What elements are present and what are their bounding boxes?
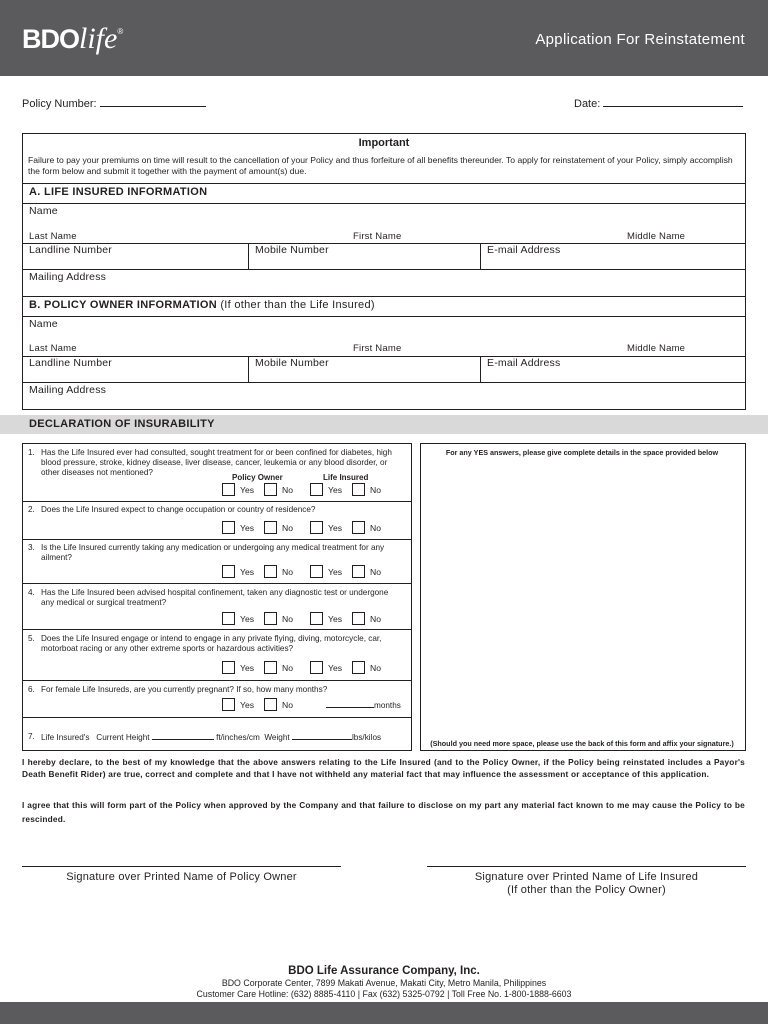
divider: [248, 243, 249, 270]
policy-owner-email-label[interactable]: E-mail Address: [487, 357, 561, 369]
header-bar: [0, 0, 768, 76]
question-text: Is the Life Insured currently taking any medication or undergoing any medical treatment for any ailment?: [41, 543, 385, 562]
date-blank[interactable]: [603, 97, 743, 107]
question-text: Does the Life Insured engage or intend to engage in any private flying, diving, motorcycle, car, motorboat racing or any other extreme sports or hazardous activities?: [41, 634, 382, 653]
q4-life-insured-yes-checkbox[interactable]: [310, 612, 323, 625]
policy-owner-landline-label[interactable]: Landline Number: [29, 357, 112, 369]
checkbox-label: Yes: [240, 614, 255, 624]
divider: [22, 316, 746, 317]
question-number: 6.: [28, 685, 35, 694]
divider: [480, 243, 481, 270]
checkbox-label: Yes: [240, 700, 255, 710]
q5-life-insured-no-checkbox[interactable]: [352, 661, 365, 674]
q3-life-insured-no-checkbox[interactable]: [352, 565, 365, 578]
policy-owner-middle-name-label: Middle Name: [627, 343, 686, 354]
date-field[interactable]: [574, 97, 743, 110]
checkbox-label: No: [282, 700, 293, 710]
question-text: Has the Life Insured ever had consulted, sought treatment for or been confined for diabetes, high blood pressure, stroke, kidney disease, liver disease, cancer, leukemia or any blood disorder, or other diseases not mentioned?: [41, 448, 392, 477]
checkbox-label: Yes: [328, 523, 343, 533]
q2-life-insured-yes-checkbox[interactable]: [310, 521, 323, 534]
question-5: [30, 634, 402, 654]
section-b-title: [29, 299, 375, 311]
divider: [22, 680, 412, 681]
question-2: [30, 505, 402, 515]
life-insured-prefix: Life Insured's: [41, 733, 90, 742]
policy-owner-mailing-address-label[interactable]: Mailing Address: [29, 384, 107, 396]
logo-registered-mark: ®: [117, 27, 123, 36]
life-insured-email-label[interactable]: E-mail Address: [487, 244, 561, 256]
declaration-statement-2: I agree that this will form part of the Policy when approved by the Company and that failure to disclose on my part any material fact known to me may cause the Policy to be rescinded.: [22, 800, 745, 824]
q1-life-insured-yes-checkbox[interactable]: [310, 483, 323, 496]
divider: [22, 269, 746, 270]
question-3: [30, 543, 402, 563]
q6-policy-owner-yes-checkbox[interactable]: [222, 698, 235, 711]
section-a-title: A. LIFE INSURED INFORMATION: [29, 186, 208, 198]
months-label: months: [374, 701, 401, 710]
checkbox-label: Yes: [328, 663, 343, 673]
checkbox-label: Yes: [240, 523, 255, 533]
q5-policy-owner-no-checkbox[interactable]: [264, 661, 277, 674]
footer-bar: [0, 1002, 768, 1024]
height-label: Current Height: [96, 733, 150, 742]
section-b-subtitle: (If other than the Life Insured): [220, 299, 375, 311]
declaration-title: DECLARATION OF INSURABILITY: [29, 418, 215, 430]
important-notice-box: [22, 133, 746, 184]
question-6: [30, 685, 402, 695]
life-insured-signature-note: (If other than the Policy Owner): [507, 884, 666, 896]
q1-policy-owner-yes-checkbox[interactable]: [222, 483, 235, 496]
bdo-life-logo: [22, 22, 122, 56]
divider: [22, 629, 412, 630]
footer-address: BDO Corporate Center, 7899 Makati Avenue, Makati City, Metro Manila, Philippines: [221, 978, 547, 988]
more-space-note: (Should you need more space, please use the back of this form and affix your signature.): [430, 739, 734, 748]
q3-life-insured-yes-checkbox[interactable]: [310, 565, 323, 578]
checkbox-label: No: [282, 567, 293, 577]
life-insured-name-label: Name: [29, 205, 58, 217]
details-box[interactable]: [420, 443, 746, 751]
q6-policy-owner-no-checkbox[interactable]: [264, 698, 277, 711]
question-number: 7.: [28, 732, 35, 741]
q5-policy-owner-yes-checkbox[interactable]: [222, 661, 235, 674]
months-field[interactable]: [326, 700, 401, 710]
months-blank[interactable]: [326, 700, 374, 708]
life-insured-mobile-label[interactable]: Mobile Number: [255, 244, 329, 256]
life-insured-signature-line[interactable]: [427, 866, 746, 867]
divider: [22, 382, 746, 383]
policy-owner-mobile-label[interactable]: Mobile Number: [255, 357, 329, 369]
policy-number-blank[interactable]: [100, 97, 206, 107]
checkbox-label: No: [370, 614, 381, 624]
important-title: Important: [358, 137, 410, 149]
section-b-title-text: B. POLICY OWNER INFORMATION: [29, 299, 217, 311]
divider: [248, 356, 249, 383]
life-insured-signature-label: Signature over Printed Name of Life Insured: [474, 871, 699, 883]
footer-contact: Customer Care Hotline: (632) 8885-4110 | Fax (632) 5325-0792 | Toll Free No. 1-800-1888-6603: [196, 989, 572, 999]
weight-blank[interactable]: [292, 732, 352, 740]
logo-bdo-text: BDO: [22, 24, 79, 54]
policy-owner-name-label: Name: [29, 318, 58, 330]
policy-owner-signature-line[interactable]: [22, 866, 341, 867]
yes-answers-note: For any YES answers, please give complete details in the space provided below: [445, 448, 719, 457]
q2-policy-owner-yes-checkbox[interactable]: [222, 521, 235, 534]
divider: [22, 717, 412, 718]
logo-life-text: life: [79, 22, 118, 55]
question-number: 4.: [28, 588, 35, 597]
declaration-statement-1: I hereby declare, to the best of my knowledge that the above answers relating to the Life Insured (and to the Policy Owner, if the Policy being reinstated includes a Payor's Death Benefit Rider) are true, correct and complete and that I have not withheld any material fact that may influence the assessment or acceptance of this application.: [22, 757, 745, 779]
checkbox-label: No: [370, 663, 381, 673]
divider: [22, 243, 746, 244]
height-weight-line: [30, 732, 410, 743]
divider: [22, 296, 746, 297]
divider: [22, 539, 412, 540]
weight-units: lbs/kilos: [351, 733, 382, 742]
divider: [480, 356, 481, 383]
q2-policy-owner-no-checkbox[interactable]: [264, 521, 277, 534]
checkbox-label: Yes: [328, 614, 343, 624]
policy-number-field[interactable]: [22, 97, 206, 110]
policy-owner-first-name-label: First Name: [353, 343, 402, 354]
checkbox-label: Yes: [240, 663, 255, 673]
q3-policy-owner-no-checkbox[interactable]: [264, 565, 277, 578]
q1-policy-owner-no-checkbox[interactable]: [264, 483, 277, 496]
checkbox-label: Yes: [328, 485, 343, 495]
checkbox-label: No: [282, 523, 293, 533]
checkbox-label: Yes: [240, 485, 255, 495]
checkbox-label: Yes: [240, 567, 255, 577]
form-title: Application For Reinstatement: [535, 31, 745, 48]
height-units: ft/inches/cm: [216, 733, 260, 742]
life-insured-column-label: Life Insured: [323, 473, 369, 482]
checkbox-label: No: [370, 485, 381, 495]
life-insured-last-name-label: Last Name: [29, 231, 77, 242]
question-number: 5.: [28, 634, 35, 643]
policy-owner-last-name-label: Last Name: [29, 343, 77, 354]
checkbox-label: No: [282, 485, 293, 495]
checkbox-label: Yes: [328, 567, 343, 577]
question-text: Has the Life Insured been advised hospital confinement, taken any diagnostic test or undergone any medical or surgical treatment?: [41, 588, 389, 607]
question-number: 2.: [28, 505, 35, 514]
policy-owner-signature-label: Signature over Printed Name of Policy Owner: [66, 871, 297, 883]
weight-label: Weight: [264, 733, 290, 742]
question-text: Does the Life Insured expect to change occupation or country of residence?: [41, 505, 316, 514]
q4-life-insured-no-checkbox[interactable]: [352, 612, 365, 625]
checkbox-label: No: [370, 567, 381, 577]
life-insured-landline-label[interactable]: Landline Number: [29, 244, 112, 256]
q3-policy-owner-yes-checkbox[interactable]: [222, 565, 235, 578]
divider: [22, 501, 412, 502]
question-7: [30, 732, 410, 743]
divider: [22, 583, 412, 584]
life-insured-middle-name-label: Middle Name: [627, 231, 686, 242]
life-insured-mailing-address-label[interactable]: Mailing Address: [29, 271, 107, 283]
important-text: Failure to pay your premiums on time will result to the cancellation of your Policy and thus forfeiture of all benefits thereunder. To apply for reinstatement of your Policy, simply accomplish the form below and submit it together with the payment of amount(s) due.: [28, 155, 733, 176]
q1-life-insured-no-checkbox[interactable]: [352, 483, 365, 496]
life-insured-first-name-label: First Name: [353, 231, 402, 242]
question-number: 1.: [28, 448, 35, 457]
question-4: [30, 588, 402, 608]
date-label: Date:: [574, 98, 601, 110]
footer-company-name: BDO Life Assurance Company, Inc.: [288, 965, 480, 977]
checkbox-label: No: [282, 663, 293, 673]
divider: [22, 203, 746, 204]
divider: [22, 356, 746, 357]
q4-policy-owner-no-checkbox[interactable]: [264, 612, 277, 625]
q2-life-insured-no-checkbox[interactable]: [352, 521, 365, 534]
question-number: 3.: [28, 543, 35, 552]
q5-life-insured-yes-checkbox[interactable]: [310, 661, 323, 674]
policy-number-label: Policy Number:: [22, 98, 97, 110]
question-text: For female Life Insureds, are you currently pregnant? If so, how many months?: [41, 685, 328, 694]
q4-policy-owner-yes-checkbox[interactable]: [222, 612, 235, 625]
checkbox-label: No: [282, 614, 293, 624]
checkbox-label: No: [370, 523, 381, 533]
policy-owner-column-label: Policy Owner: [232, 473, 283, 482]
height-blank[interactable]: [152, 732, 214, 740]
